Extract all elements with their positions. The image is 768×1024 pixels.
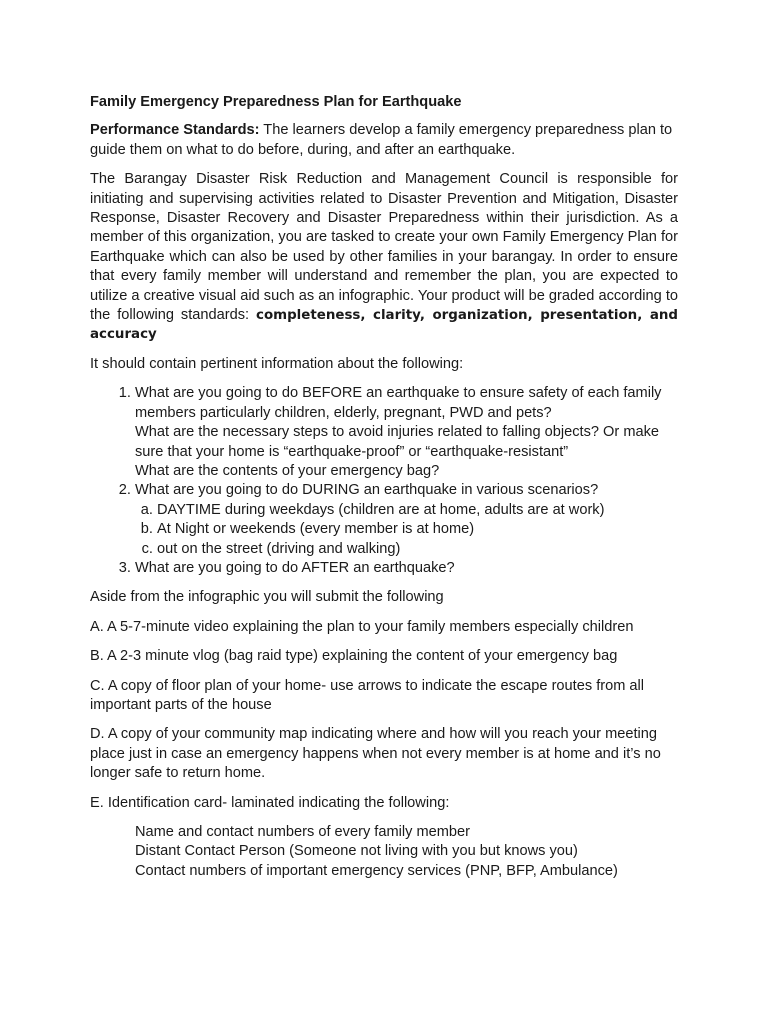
document-body — [90, 93, 678, 881]
performance-standards — [90, 121, 678, 160]
submission-e: E. Identification card- laminated indicating the following: — [90, 794, 450, 811]
scenario-item: b. At Night or weekends (every member is at home) — [157, 520, 678, 539]
list-item — [135, 559, 678, 578]
intro-paragraph — [90, 170, 678, 345]
scenario-list — [135, 501, 678, 559]
performance-standards-label: Performance Standards: — [90, 122, 260, 139]
scenario-item: c. out on the street (driving and walking) — [157, 540, 678, 559]
performance-standards-text: The learners develop a family emergency preparedness plan to guide them on what to do before, during, and after an earthquake. — [90, 122, 673, 158]
question-1-line-1: 1. What are you going to do BEFORE an earthquake to ensure safety of each family members particularly children, elderly, pregnant, PWD and pets? — [135, 385, 662, 421]
question-list — [90, 384, 678, 578]
submission-d: D. A copy of your community map indicating where and how will you reach your meeting place just in case an emergency happens when not every member is at home and it’s no longer safe to return home. — [90, 726, 661, 782]
submission-b: B. A 2-3 minute vlog (bag raid type) explaining the content of your emergency bag — [90, 648, 618, 665]
id-card-item: Name and contact numbers of every family member — [135, 824, 470, 840]
submission-a: A. A 5-7-minute video explaining the plan to your family members especially children — [90, 618, 634, 635]
scenario-item: a. DAYTIME during weekdays (children are at home, adults are at work) — [157, 501, 678, 520]
intro-text: The Barangay Disaster Risk Reduction and Management Council is responsible for initiating and supervising activities related to Disaster Prevention and Mitigation, Disaster Response, Disaster Recovery and Disaster Preparedness within their jurisdiction. As a member of this organization, you are tasked to create your own Family Emergency Plan for Earthquake which can also be used by other families in your barangay. In order to ensure that every family member will understand and remember the plan, you are expected to utilize a creative visual aid such as an infographic. Your product will be graded according to the following standards: — [90, 171, 678, 324]
id-card-item: Contact numbers of important emergency services (PNP, BFP, Ambulance) — [135, 862, 618, 879]
document-title: Family Emergency Preparedness Plan for Earthquake — [90, 94, 462, 110]
aside-paragraph: Aside from the infographic you will submit the following — [90, 589, 444, 606]
list-item — [135, 481, 678, 559]
question-1-line-2: What are the necessary steps to avoid injuries related to falling objects? Or make sure that your home is “earthquake-proof” or “earthquake-resistant” — [135, 424, 660, 460]
question-1-line-3: What are the contents of your emergency bag? — [135, 462, 440, 479]
id-card-item: Distant Contact Person (Someone not living with you but knows you) — [135, 843, 578, 860]
question-3-line-1: 3. What are you going to do AFTER an earthquake? — [135, 559, 455, 576]
question-2-line-1: 2. What are you going to do DURING an earthquake in various scenarios? — [135, 482, 599, 499]
id-card-list — [90, 823, 678, 881]
submission-c: C. A copy of floor plan of your home- use arrows to indicate the escape routes from all important parts of the house — [90, 677, 645, 713]
grading-standards: completeness, clarity, organization, presentation, and accuracy — [90, 308, 678, 343]
contain-paragraph: It should contain pertinent information about the following: — [90, 355, 464, 372]
list-item — [135, 384, 678, 481]
